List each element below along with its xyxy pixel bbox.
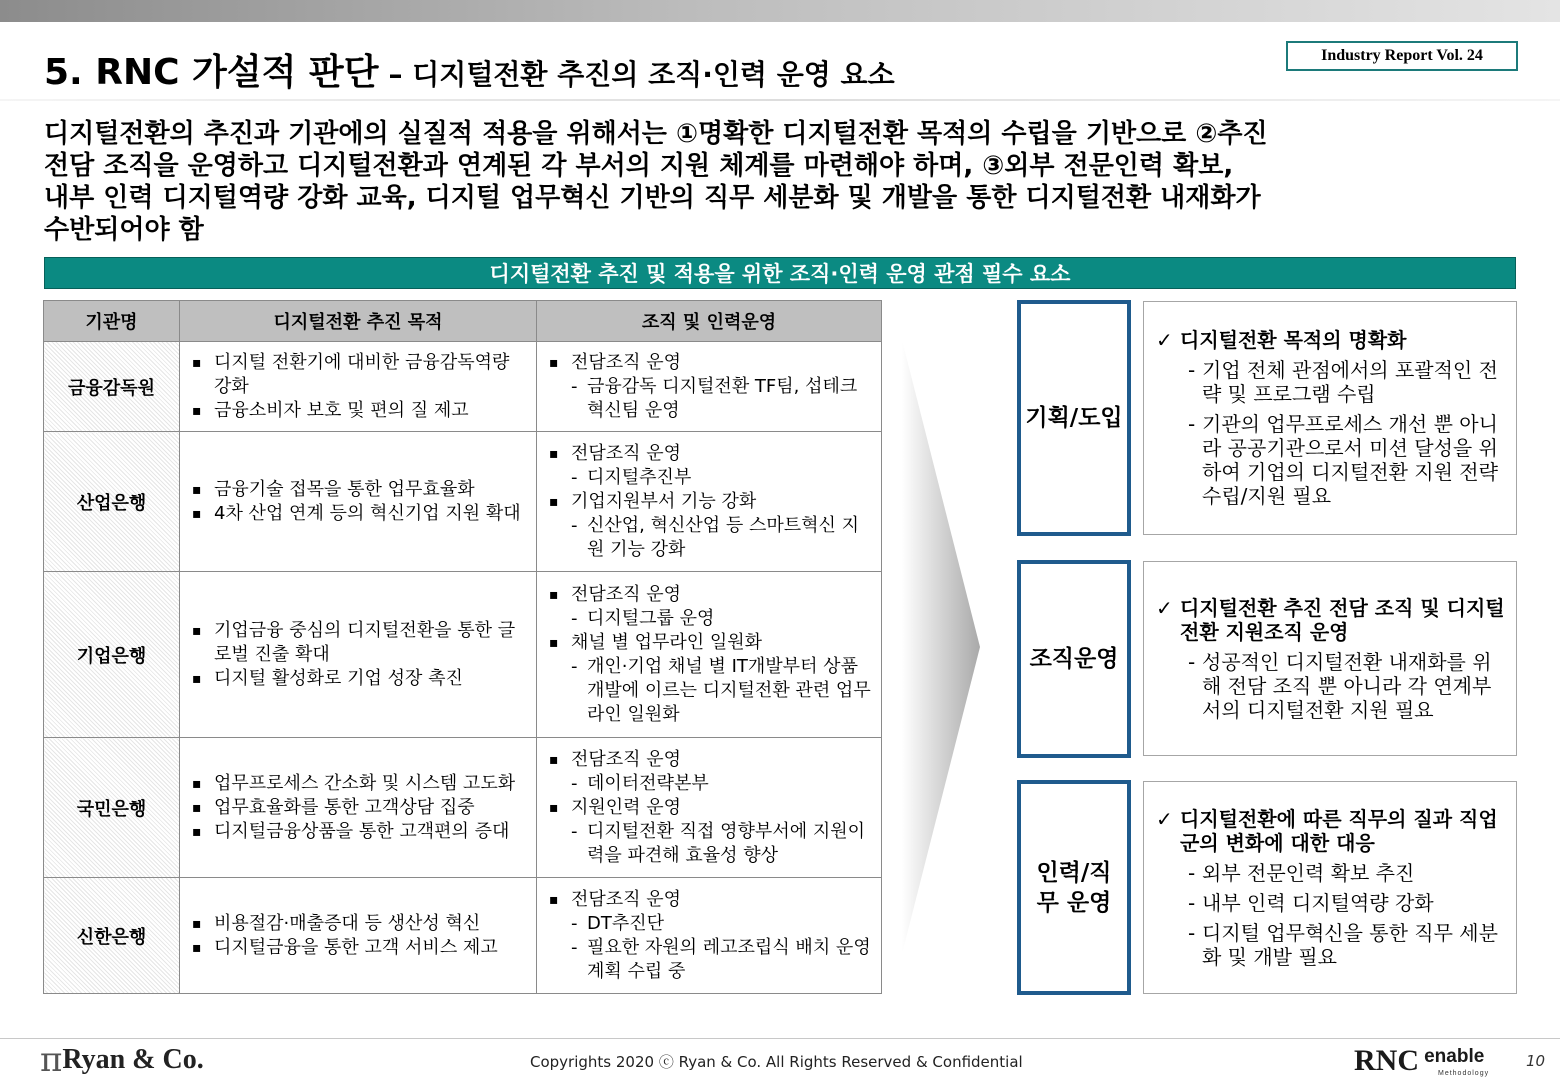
rnc-logo-text: RNC [1354, 1044, 1419, 1077]
bullet-item: ▪ 비용절감·매출증대 등 생산성 혁신 [188, 912, 528, 936]
phase-description-workforce [1143, 781, 1517, 994]
purpose-cell [180, 738, 537, 878]
dash-item: - 디지털전환 직접 영향부서에 지원이력을 파견해 효율성 향상 [545, 820, 873, 868]
bullet-item: ▪ 전담조직 운영 [545, 748, 873, 772]
lead-line: 전담 조직을 운영하고 디지털전환과 연계된 각 부서의 지원 체계를 마련해야 하며, ③외부 전문인력 확보, [44, 151, 1234, 181]
lead-line: 수반되어야 함 [44, 215, 204, 245]
dash-item: - 금융감독 디지털전환 TF팀, 섭테크 혁신팀 운영 [545, 375, 873, 423]
phase-box-workforce [1017, 780, 1131, 995]
organization-cell [537, 878, 882, 994]
phase-detail-item: - 디지털 업무혁신을 통한 직무 세분화 및 개발 필요 [1154, 921, 1506, 969]
phase-label: 조직운영 [1029, 646, 1119, 672]
report-tag: Industry Report Vol. 24 [1286, 41, 1518, 71]
phase-box-planning [1017, 300, 1131, 536]
table-row [44, 572, 882, 738]
dash-item: - DT추진단 [545, 912, 873, 936]
phase-detail-item: - 외부 전문인력 확보 추진 [1154, 861, 1506, 885]
bullet-item: ▪ 기업금융 중심의 디지털전환을 통한 글로벌 진출 확대 [188, 619, 528, 667]
phase-box-organization [1017, 560, 1131, 758]
bullet-item: ▪ 전담조직 운영 [545, 888, 873, 912]
bullet-item: ▪ 디지털금융상품을 통한 고객편의 증대 [188, 820, 528, 844]
page-title [44, 44, 895, 94]
institution-name-cell: 금융감독원 [44, 342, 180, 432]
column-header-organization: 조직 및 인력운영 [537, 301, 882, 342]
footer-divider [0, 1038, 1560, 1039]
bullet-item: ▪ 디지털금융을 통한 고객 서비스 제고 [188, 936, 528, 960]
rnc-logo [1354, 1044, 1490, 1078]
bullet-item: ▪ 채널 별 업무라인 일원화 [545, 631, 873, 655]
copyright-text: Copyrights 2020 ⓒ Ryan & Co. All Rights Reserved & Confidential [530, 1053, 1023, 1071]
dash-item: - 디지털그룹 운영 [545, 607, 873, 631]
company-logo [40, 1040, 204, 1080]
phase-check-item: ✓ 디지털전환에 따른 직무의 질과 직업군의 변화에 대한 대응 [1154, 807, 1506, 855]
phase-detail-item: - 기관의 업무프로세스 개선 뿐 아니라 공공기관으로서 미션 달성을 위하여 기업의 디지털전환 지원 전략 수립/지원 필요 [1154, 412, 1506, 508]
phase-description-planning [1143, 301, 1517, 535]
title-divider [0, 99, 1560, 101]
institution-name-cell: 기업은행 [44, 572, 180, 738]
bullet-item: ▪ 디지털 전환기에 대비한 금융감독역량 강화 [188, 351, 528, 399]
bullet-item: ▪ 지원인력 운영 [545, 796, 873, 820]
dash-item: - 신산업, 혁신산업 등 스마트혁신 지원 기능 강화 [545, 514, 873, 562]
table-row [44, 738, 882, 878]
phase-label: 인력/직무 운영 [1036, 859, 1112, 916]
table-row [44, 878, 882, 994]
bullet-item: ▪ 전담조직 운영 [545, 442, 873, 466]
section-title-bar: 디지털전환 추진 및 적용을 위한 조직·인력 운영 관점 필수 요소 [44, 257, 1516, 289]
organization-table [43, 300, 882, 994]
dash-item: - 디지털추진부 [545, 466, 873, 490]
chevron-arrow-icon [880, 300, 980, 994]
bullet-item: ▪ 기업지원부서 기능 강화 [545, 490, 873, 514]
institution-name-cell: 국민은행 [44, 738, 180, 878]
dash-item: - 필요한 자원의 레고조립식 배치 운영계획 수립 중 [545, 936, 873, 984]
page-title-main: 5. RNC 가설적 판단 [44, 52, 379, 93]
rnc-enable-text: enable [1424, 1046, 1485, 1067]
institution-name-cell: 신한은행 [44, 878, 180, 994]
dash-item: - 데이터전략본부 [545, 772, 873, 796]
bullet-item: ▪ 금융기술 접목을 통한 업무효율화 [188, 478, 528, 502]
lead-paragraph [44, 118, 1524, 246]
institution-name-cell: 산업은행 [44, 432, 180, 572]
dash-item: - 개인·기업 채널 별 IT개발부터 상품개발에 이르는 디지털전환 관련 업무라인 일원화 [545, 655, 873, 727]
top-gradient-bar [0, 0, 1560, 22]
phase-detail-item: - 성공적인 디지털전환 내재화를 위해 전담 조직 뿐 아니라 각 연계부서의 디지털전환 지원 필요 [1154, 650, 1506, 722]
organization-cell [537, 572, 882, 738]
lead-line: 디지털전환의 추진과 기관에의 실질적 적용을 위해서는 ①명확한 디지털전환 목적의 수립을 기반으로 ②추진 [44, 119, 1268, 149]
phase-detail-item: - 내부 인력 디지털역량 강화 [1154, 891, 1506, 915]
purpose-cell [180, 432, 537, 572]
bullet-item: ▪ 전담조직 운영 [545, 583, 873, 607]
page-number: 10 [1526, 1052, 1546, 1070]
purpose-cell [180, 342, 537, 432]
bullet-item: ▪ 4차 산업 연계 등의 혁신기업 지원 확대 [188, 502, 528, 526]
organization-cell [537, 342, 882, 432]
pi-logo-icon: π [40, 1040, 63, 1080]
lead-line: 내부 인력 디지털역량 강화 교육, 디지털 업무혁신 기반의 직무 세분화 및 개발을 통한 디지털전환 내재화가 [44, 183, 1261, 213]
organization-cell [537, 738, 882, 878]
bullet-item: ▪ 업무프로세스 간소화 및 시스템 고도화 [188, 772, 528, 796]
column-header-purpose: 디지털전환 추진 목적 [180, 301, 537, 342]
phase-description-organization [1143, 561, 1517, 756]
table-row [44, 342, 882, 432]
bullet-item: ▪ 금융소비자 보호 및 편의 질 제고 [188, 399, 528, 423]
rnc-methodology-text: Methodology [1438, 1070, 1490, 1077]
page-title-sub: – 디지털전환 추진의 조직·인력 운영 요소 [388, 58, 895, 91]
column-header-institution: 기관명 [44, 301, 180, 342]
purpose-cell [180, 878, 537, 994]
phase-detail-item: - 기업 전체 관점에서의 포괄적인 전략 및 프로그램 수립 [1154, 358, 1506, 406]
phase-label: 기획/도입 [1025, 405, 1123, 431]
bullet-item: ▪ 업무효율화를 통한 고객상담 집중 [188, 796, 528, 820]
purpose-cell [180, 572, 537, 738]
table-header-row [44, 301, 882, 342]
organization-cell [537, 432, 882, 572]
bullet-item: ▪ 디지털 활성화로 기업 성장 촉진 [188, 667, 528, 691]
phase-check-item: ✓ 디지털전환 추진 전담 조직 및 디지털전환 지원조직 운영 [1154, 596, 1506, 644]
table-row [44, 432, 882, 572]
phase-check-item: ✓ 디지털전환 목적의 명확화 [1154, 328, 1506, 352]
bullet-item: ▪ 전담조직 운영 [545, 351, 873, 375]
company-name: Ryan & Co. [62, 1044, 204, 1075]
